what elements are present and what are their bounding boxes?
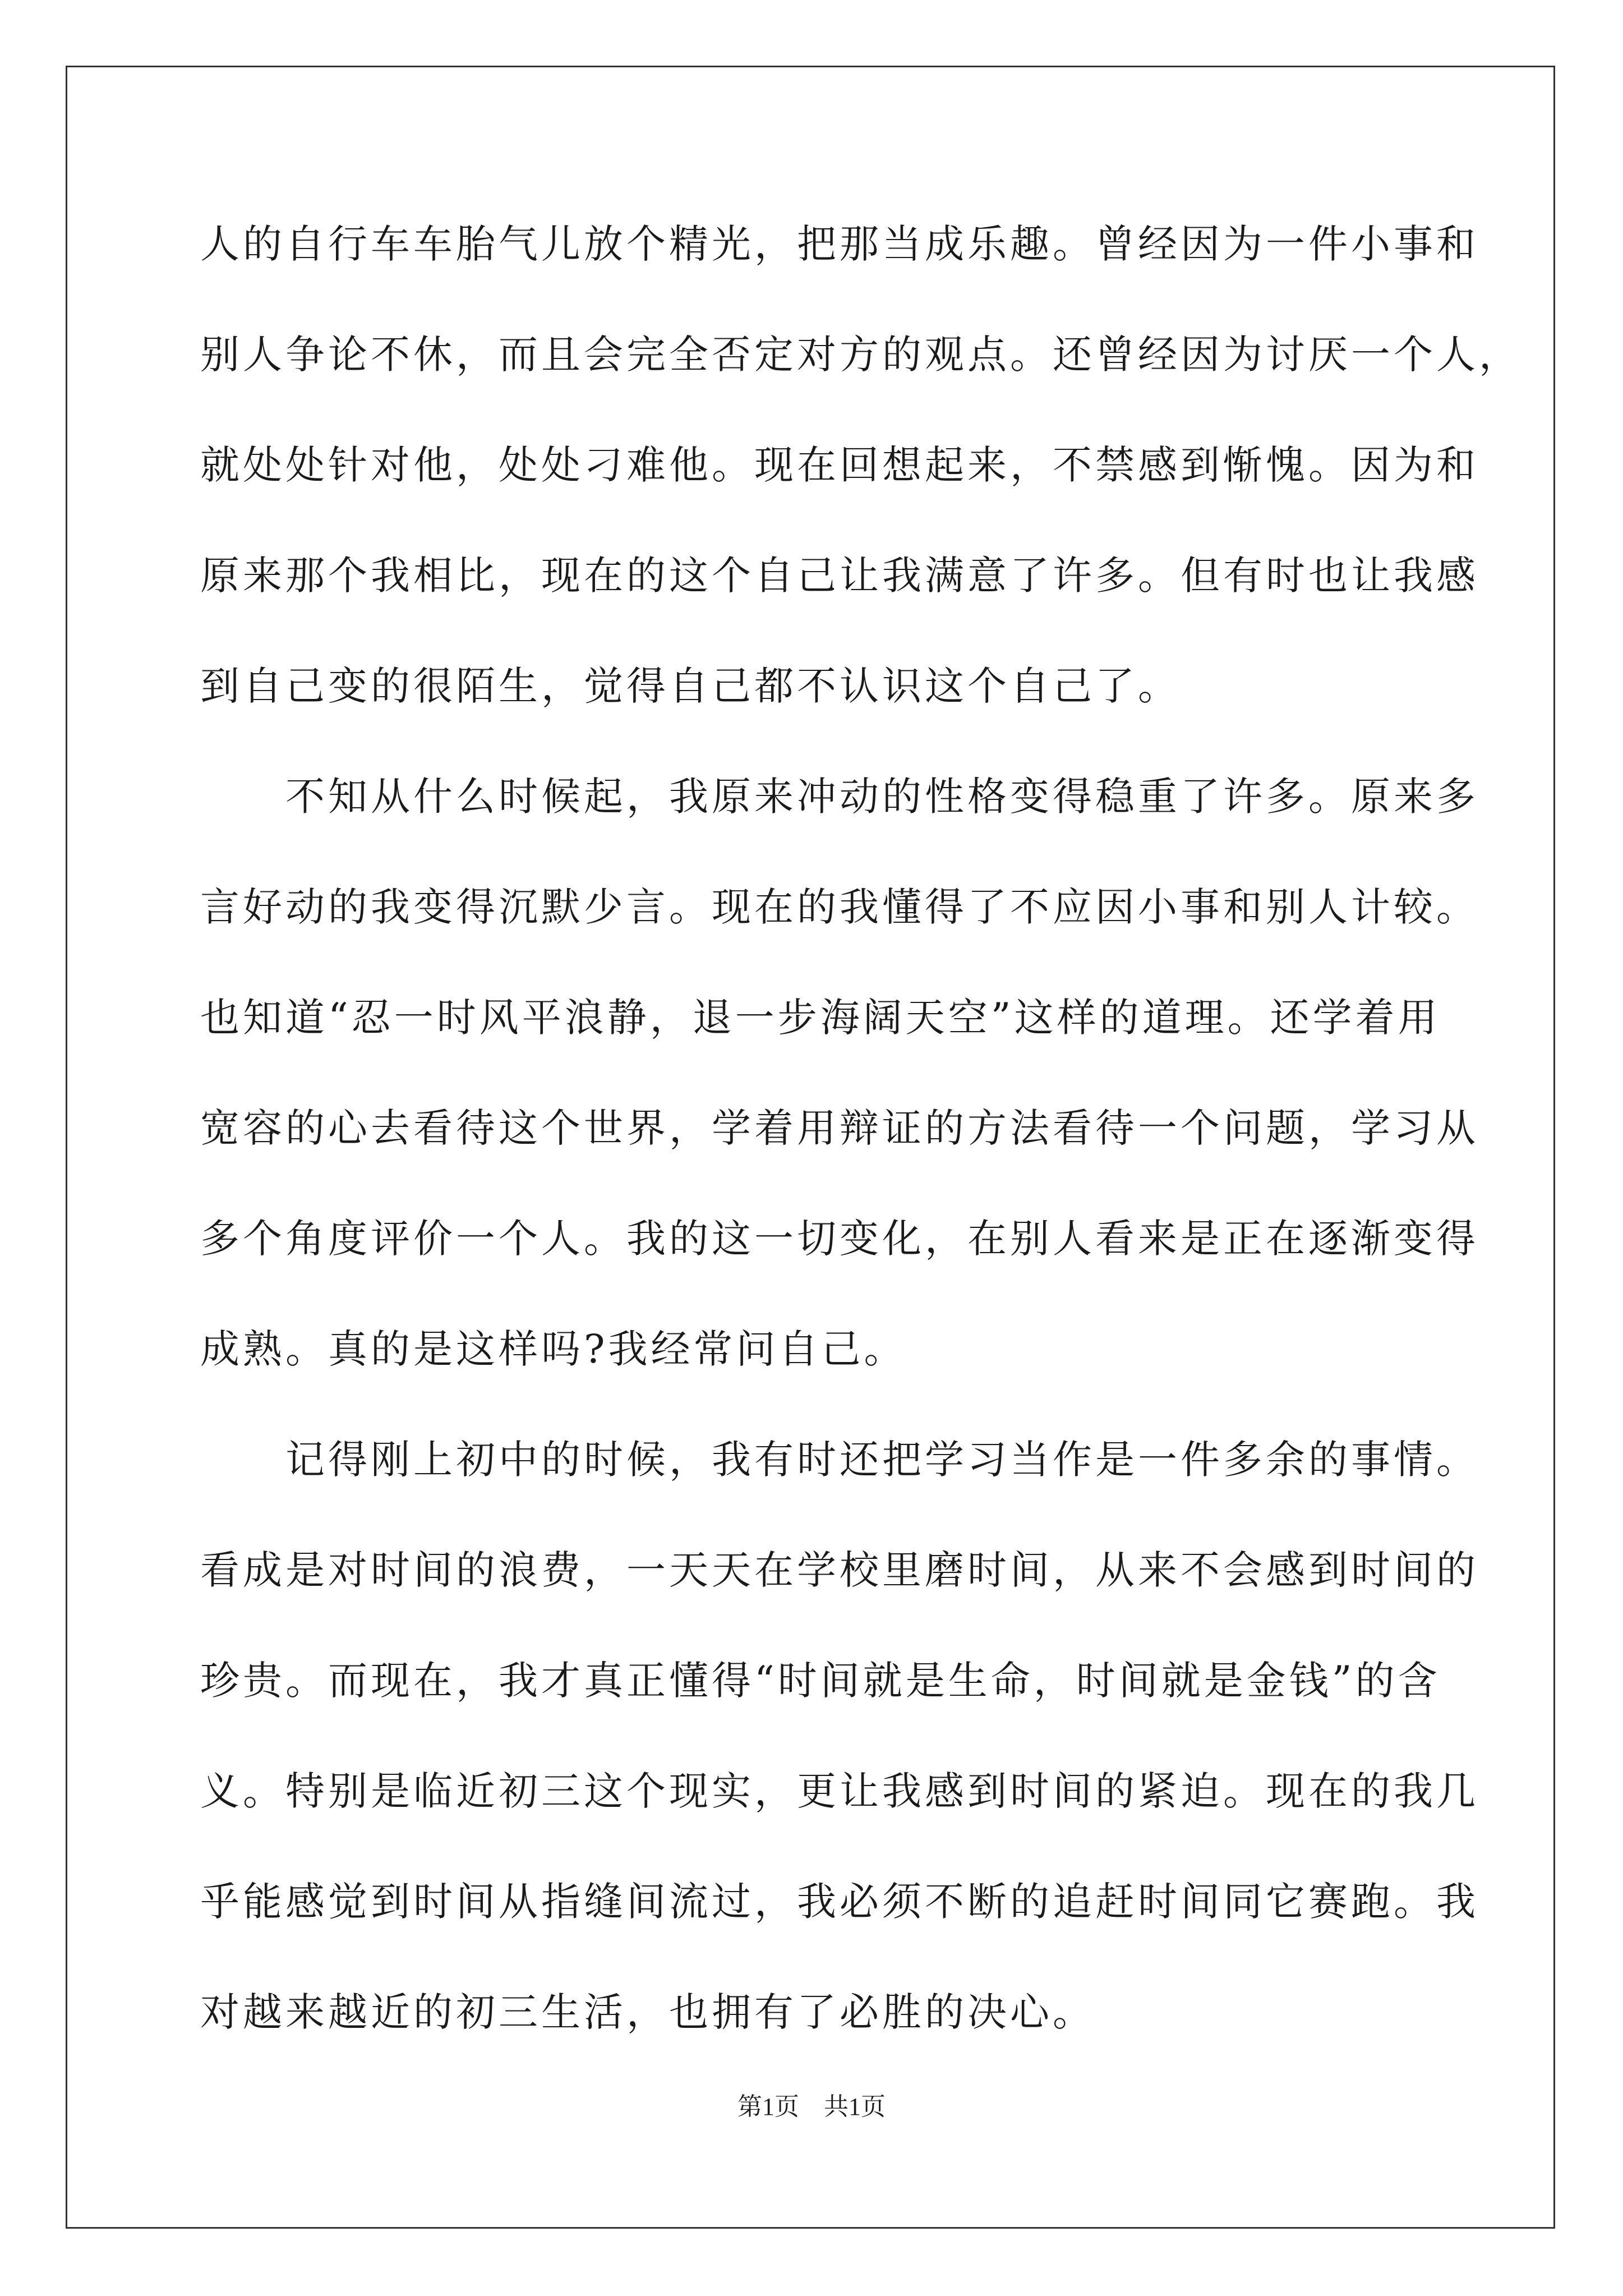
text-line: 宽容的心去看待这个世界，学着用辩证的方法看待一个问题，学习从 xyxy=(200,1105,1479,1151)
document-body xyxy=(200,213,1521,2092)
text-line: 言好动的我变得沉默少言。现在的我懂得了不应因小事和别人计较。 xyxy=(200,884,1479,930)
text-line: 珍贵。而现在，我才真正懂得“时间就是生命，时间就是金钱”的含 xyxy=(200,1658,1441,1704)
text-line: 原来那个我相比，现在的这个自己让我满意了许多。但有时也让我感 xyxy=(200,553,1479,599)
text-line: 多个角度评价一个人。我的这一切变化，在别人看来是正在逐渐变得 xyxy=(200,1216,1479,1262)
text-line: 也知道“忍一时风平浪静，退一步海阔天空”这样的道理。还学着用 xyxy=(200,995,1441,1041)
page-number-footer: 第1页 共1页 xyxy=(737,2093,886,2120)
text-line: 义。特别是临近初三这个现实，更让我感到时间的紧迫。现在的我几 xyxy=(200,1768,1479,1814)
text-line: 到自己变的很陌生，觉得自己都不认识这个自己了。 xyxy=(200,663,1181,709)
text-line: 记得刚上初中的时候，我有时还把学习当作是一件多余的事情。 xyxy=(200,1437,1479,1483)
text-line: 别人争论不休，而且会完全否定对方的观点。还曾经因为讨厌一个人， xyxy=(200,332,1521,378)
text-line: 乎能感觉到时间从指缝间流过，我必须不断的追赶时间同它赛跑。我 xyxy=(200,1879,1479,1925)
text-line: 对越来越近的初三生活，也拥有了必胜的决心。 xyxy=(200,1989,1095,2035)
text-line: 成熟。真的是这样吗?我经常问自己。 xyxy=(200,1326,907,1372)
text-line: 看成是对时间的浪费，一天天在学校里磨时间，从来不会感到时间的 xyxy=(200,1547,1479,1593)
text-line: 人的自行车车胎气儿放个精光，把那当成乐趣。曾经因为一件小事和 xyxy=(200,221,1479,267)
text-line: 就处处针对他，处处刁难他。现在回想起来，不禁感到惭愧。因为和 xyxy=(200,442,1479,488)
text-line: 不知从什么时候起，我原来冲动的性格变得稳重了许多。原来多 xyxy=(200,774,1479,820)
